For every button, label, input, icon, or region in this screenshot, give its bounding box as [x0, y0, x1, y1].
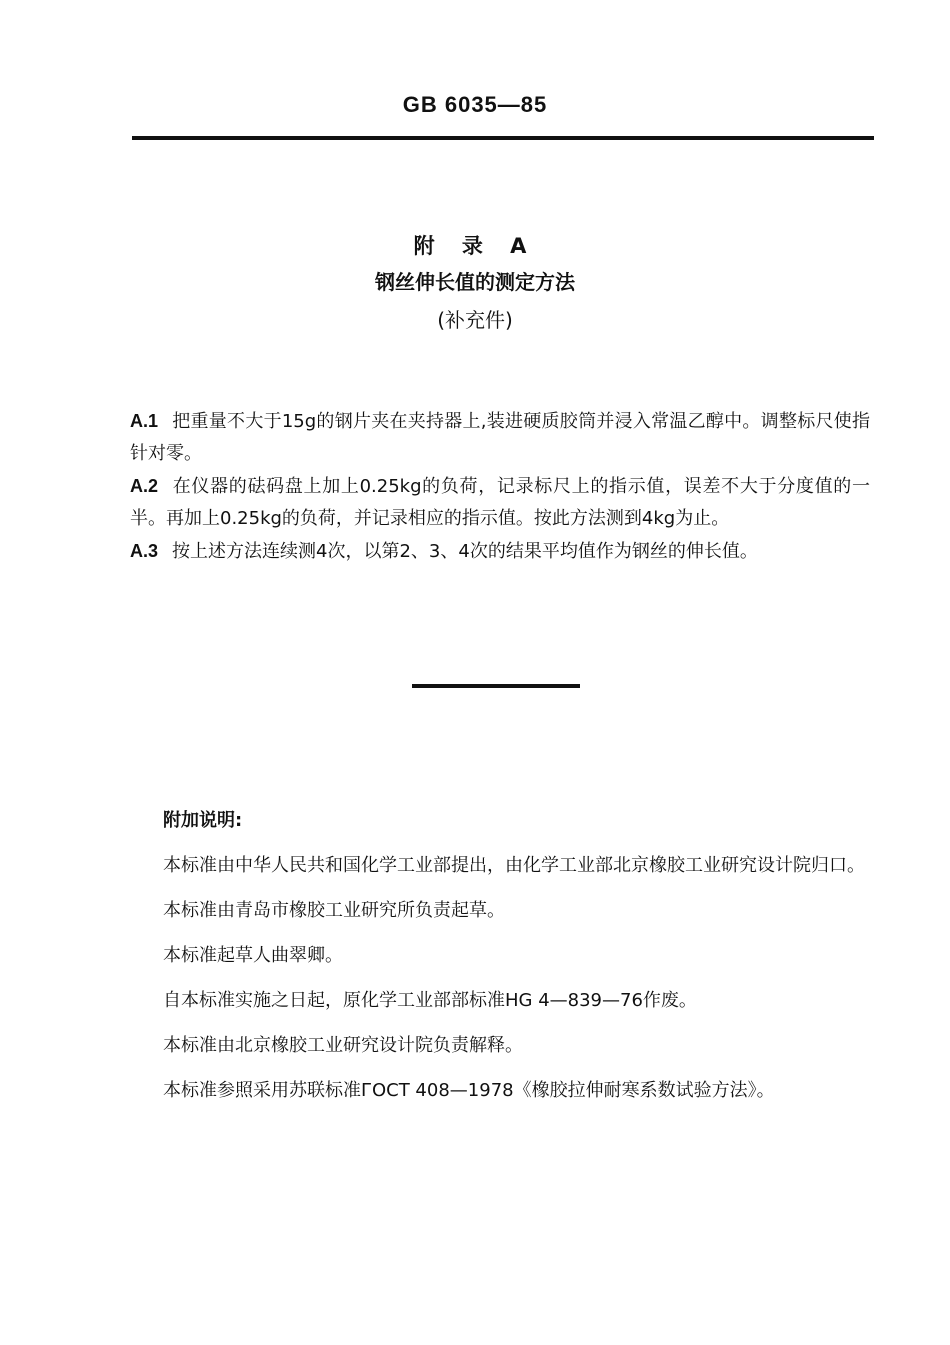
clause-a3 — [130, 535, 870, 568]
note-line: 本标准起草人曲翠卿。 — [163, 945, 343, 966]
header-rule — [132, 136, 874, 140]
note-line: 本标准参照采用苏联标准ГОСТ 408—1978《橡胶拉伸耐寒系数试验方法》。 — [163, 1080, 775, 1101]
appendix-label: 附 录 A — [413, 234, 537, 258]
clause-text: 把重量不大于15g的钢片夹在夹持器上,装进硬质胶筒并浸入常温乙醇中。调整标尺使指针对零。 — [130, 411, 870, 464]
section-divider — [412, 684, 580, 688]
clause-text: 按上述方法连续测4次，以第2、3、4次的结果平均值作为钢丝的伸长值。 — [172, 541, 758, 562]
standard-code-header: GB 6035—85 — [402, 92, 548, 117]
clauses-section — [130, 405, 870, 568]
clause-a1 — [130, 405, 870, 470]
clause-text: 在仪器的砝码盘上加上0.25kg的负荷，记录标尺上的指示值，误差不大于分度值的一半。再加上0.25kg的负荷，并记录相应的指示值。按此方法测到4kg为止。 — [130, 476, 870, 529]
clause-number: A.3 — [130, 541, 159, 561]
clause-number: A.2 — [130, 476, 159, 496]
note-line: 本标准由中华人民共和国化学工业部提出，由化学工业部北京橡胶工业研究设计院归口。 — [163, 855, 865, 876]
note-line: 自本标准实施之日起，原化学工业部部标准HG 4—839—76作废。 — [163, 990, 697, 1011]
additional-notes — [163, 798, 863, 1113]
clause-number: A.1 — [130, 411, 159, 431]
clause-a2 — [130, 470, 870, 535]
appendix-title: 钢丝伸长值的测定方法 — [375, 270, 575, 294]
notes-heading: 附加说明: — [163, 810, 243, 831]
appendix-title-block — [0, 228, 950, 340]
appendix-note: (补充件) — [437, 308, 513, 332]
note-line: 本标准由青岛市橡胶工业研究所负责起草。 — [163, 900, 505, 921]
note-line: 本标准由北京橡胶工业研究设计院负责解释。 — [163, 1035, 523, 1056]
